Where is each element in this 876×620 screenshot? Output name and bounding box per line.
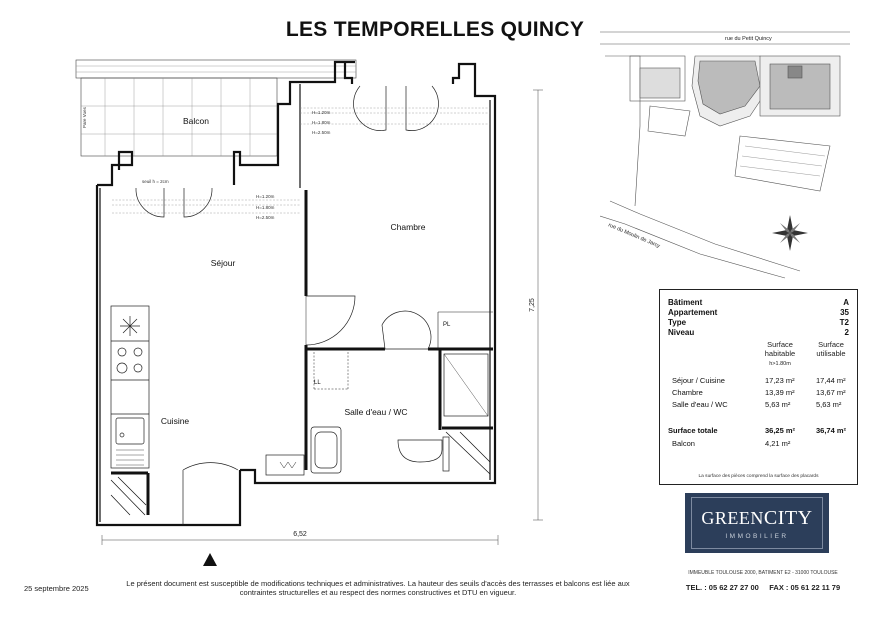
room-label-pl: PL bbox=[443, 322, 451, 328]
company-address: IMMEUBLE TOULOUSE 2000, BATIMENT E2 - 31000 TOULOUSE bbox=[688, 570, 838, 576]
room-label-salle-eau: Salle d'eau / WC bbox=[344, 407, 408, 417]
bathroom-fixtures bbox=[266, 312, 493, 475]
room-label-ll: LL bbox=[314, 380, 321, 386]
height-annotation-2: H=1.80m bbox=[256, 205, 275, 210]
height-annotation-1: H=1.20m bbox=[256, 194, 275, 199]
compass-icon bbox=[772, 215, 808, 251]
dimension-width: 6,52 bbox=[293, 531, 307, 538]
street-label-top: rue du Petit Quincy bbox=[725, 36, 772, 42]
logo-sub-text: IMMOBILIER bbox=[725, 533, 789, 540]
type-label: Type bbox=[668, 318, 687, 327]
logo-green-text: GREEN bbox=[701, 508, 764, 528]
north-arrow-icon bbox=[203, 553, 217, 566]
logo-city-text: CITY bbox=[763, 507, 813, 529]
col-utilisable-header: Surface utilisable bbox=[816, 340, 846, 358]
document-date: 25 septembre 2025 bbox=[24, 584, 89, 593]
height-annotation-4: H=1.20m bbox=[312, 110, 331, 115]
company-contact bbox=[663, 583, 863, 592]
pare-vue-annotation: Pare Vues bbox=[82, 107, 87, 128]
batiment-value: A bbox=[843, 298, 849, 307]
room-label-cuisine: Cuisine bbox=[160, 416, 190, 426]
room-label-sejour: Séjour bbox=[210, 258, 236, 268]
surface-note: La surface des pièces comprend la surface des placards bbox=[698, 474, 819, 479]
appartement-value: 35 bbox=[840, 308, 849, 317]
height-annotation-6: H=2.50m bbox=[312, 130, 331, 135]
col-habitable-header: Surface habitable h>1.80m bbox=[764, 340, 796, 367]
disclaimer-text: Le présent document est susceptible de modifications techniques et administratives. La hauteur des seuils d'accès des terrasses et balcons est liée aux contraintes structurelles et au respect des normes constructives et DTU en vigueur. bbox=[126, 579, 630, 597]
batiment-label: Bâtiment bbox=[668, 298, 703, 307]
seuil-annotation: seuil h = 2cm bbox=[142, 179, 169, 184]
appartement-label: Appartement bbox=[668, 308, 718, 317]
fax-text: FAX : 05 61 22 11 79 bbox=[769, 583, 841, 592]
room-label-chambre: Chambre bbox=[390, 222, 426, 232]
greencity-logo bbox=[685, 493, 829, 553]
street-label-side: rue du Moulin de Jarcy bbox=[607, 222, 661, 250]
height-annotation-3: H=2.50m bbox=[256, 215, 275, 220]
room-label-balcon: Balcon bbox=[183, 116, 209, 126]
page-title: LES TEMPORELLES QUINCY bbox=[285, 18, 585, 41]
dimension-depth: 7,25 bbox=[529, 298, 536, 312]
apartment-info-box: Bâtiment A Appartement 35 Type T2 Niveau 2 Surface habitable h>1.80m Surface utilisable Séjour / Cuisine 17,23 m² 17,44 m² Chambre 13,39 m² 13,67 m² Salle d'eau / WC 5,63 m² 5,63 m² Surface totale 36,25 m² 36,74 m² Balcon 4,21 m² La surface des pièces comprend la surface des placards bbox=[659, 289, 858, 485]
tel-text: TEL. : 05 62 27 27 00 bbox=[685, 583, 759, 592]
height-annotation-5: H=1.80m bbox=[312, 120, 331, 125]
kitchen-fixtures bbox=[111, 306, 149, 468]
site-map bbox=[600, 26, 850, 281]
niveau-label: Niveau bbox=[668, 328, 695, 337]
niveau-value: 2 bbox=[844, 328, 849, 337]
type-value: T2 bbox=[839, 318, 849, 327]
